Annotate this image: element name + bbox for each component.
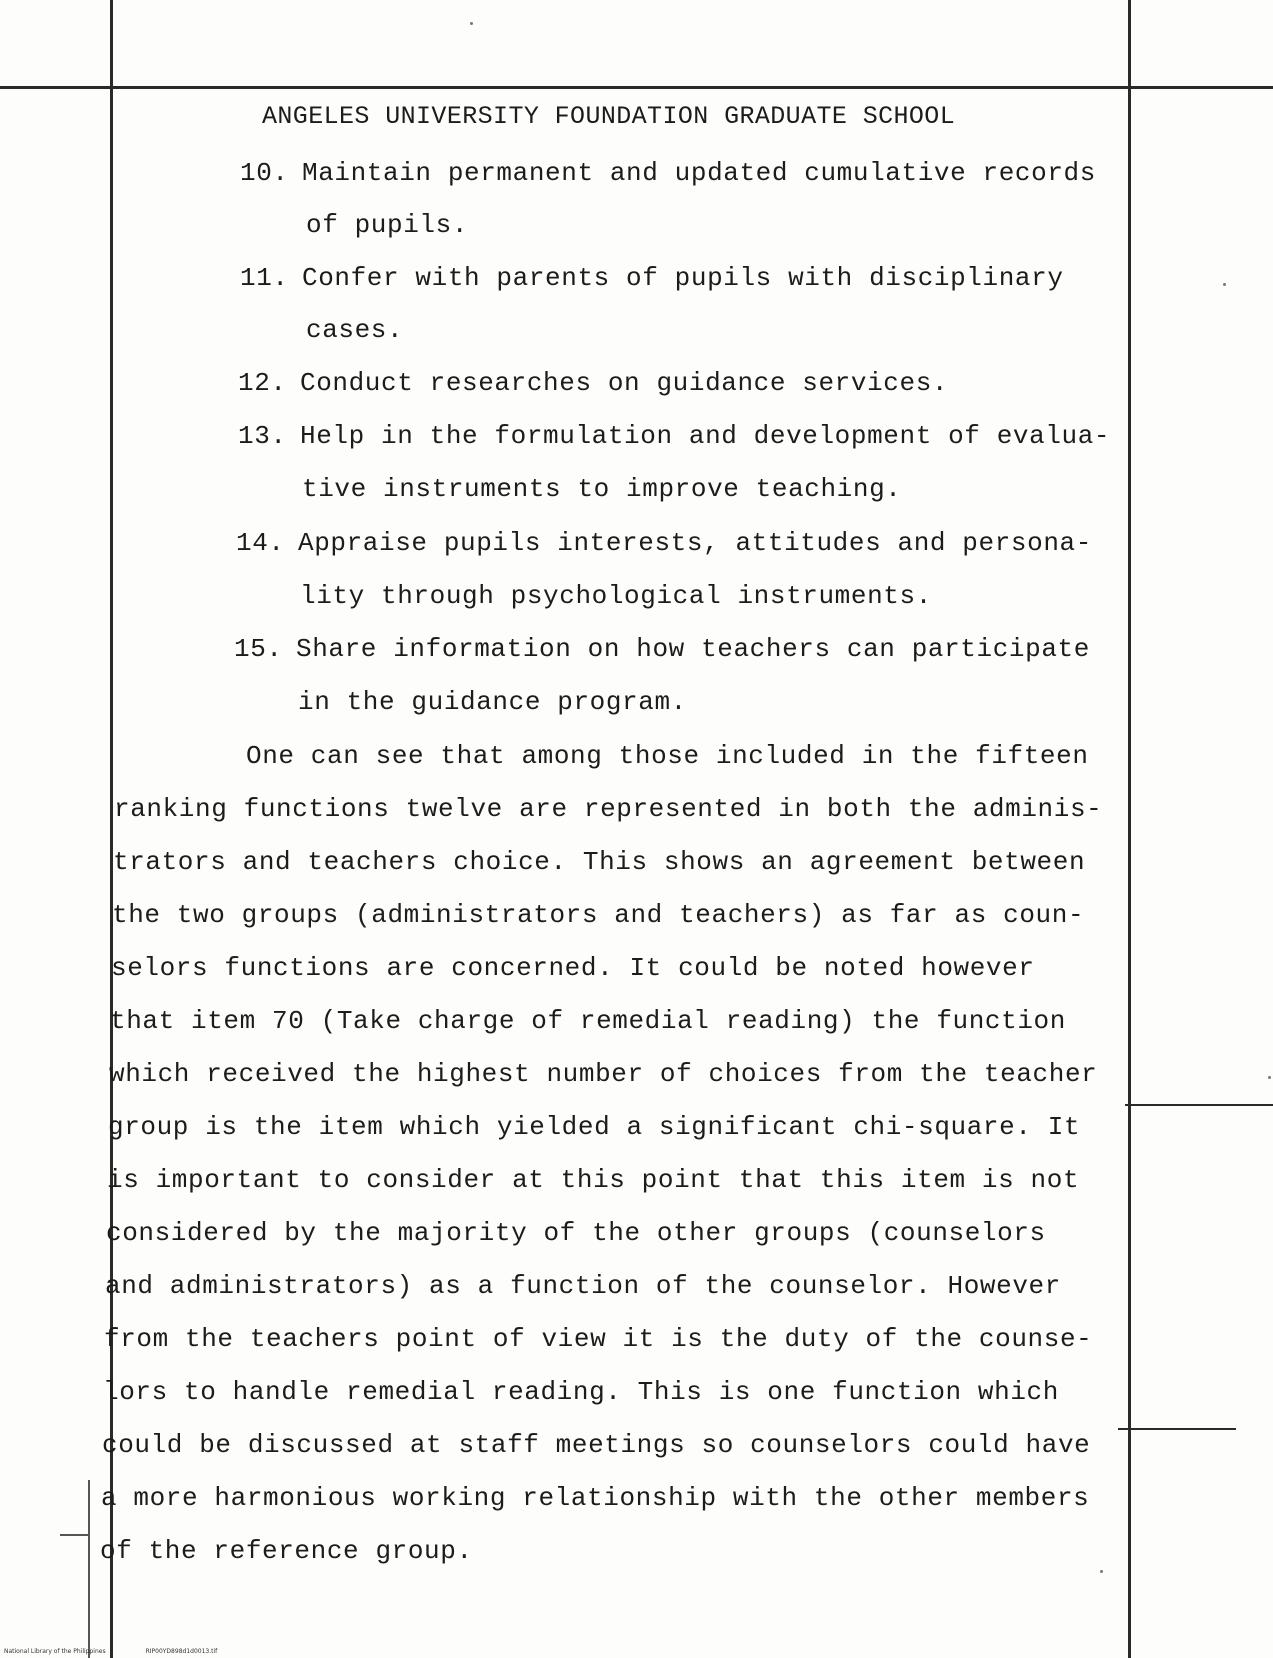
scan-speck (1100, 1570, 1103, 1573)
paragraph-line: that item 70 (Take charge of remedial reading) the function (110, 1006, 1066, 1036)
list-item-continuation: of pupils. (306, 210, 469, 240)
list-item-text: Help in the formulation and development of evalua- (300, 421, 1111, 451)
list-item-text: Appraise pupils interests, attitudes and persona- (298, 528, 1092, 558)
list-item-continuation: lity through psychological instruments. (300, 581, 932, 611)
paragraph-line: could be discussed at staff meetings so counselors could have (102, 1430, 1091, 1460)
list-item-number: 12. Conduct researches on guidance services. (238, 368, 949, 398)
paragraph-line: a more harmonious working relationship with the other members (101, 1483, 1090, 1513)
paragraph-line: group is the item which yielded a significant chi-square. It (108, 1112, 1081, 1142)
top-header-rule (0, 86, 1273, 89)
list-item-text: Conduct researches on guidance services. (300, 368, 949, 398)
scan-speck (1268, 1076, 1271, 1079)
list-item-number: 10. Maintain permanent and updated cumulative records (240, 158, 1096, 188)
right-margin-rule (1128, 0, 1131, 1658)
right-side-mark-a (1125, 1104, 1273, 1106)
list-item-text: Confer with parents of pupils with disciplinary (302, 263, 1064, 293)
left-margin-rule-lower (88, 1480, 90, 1658)
paragraph-line: ranking functions twelve are represented in both the adminis- (114, 794, 1103, 824)
list-item-continuation: cases. (306, 315, 404, 345)
scan-speck (470, 22, 473, 25)
footer-source: National Library of the Philippines (4, 1648, 106, 1655)
paragraph-line: lors to handle remedial reading. This is one function which (103, 1377, 1059, 1407)
paragraph-line: the two groups (administrators and teachers) as far as coun- (112, 900, 1085, 930)
footer-filename: RIP00YD898d1d0013.tif (145, 1648, 218, 1655)
left-margin-rule (110, 0, 113, 1658)
paragraph-line: trators and teachers choice. This shows an agreement between (113, 847, 1086, 877)
list-item-continuation: in the guidance program. (298, 687, 687, 717)
list-item-text: Maintain permanent and updated cumulative records (302, 158, 1096, 188)
paragraph-line: from the teachers point of view it is the duty of the counse- (104, 1324, 1093, 1354)
list-item-number: 13. Help in the formulation and development of evalua- (238, 421, 1111, 451)
paragraph-line: of the reference group. (100, 1536, 473, 1566)
list-item-number: 14. Appraise pupils interests, attitudes and persona- (236, 528, 1092, 558)
list-item-continuation: tive instruments to improve teaching. (302, 474, 902, 504)
paragraph-line: and administrators) as a function of the counselor. However (105, 1271, 1061, 1301)
scan-footer (4, 1648, 217, 1655)
paragraph-line: is important to consider at this point that this item is not (107, 1165, 1080, 1195)
list-item-number: 15. Share information on how teachers can participate (234, 634, 1090, 664)
left-tick-mark (60, 1534, 88, 1536)
scan-speck (1223, 283, 1226, 286)
list-item-text: Share information on how teachers can participate (296, 634, 1090, 664)
paragraph-line: selors functions are concerned. It could be noted however (111, 953, 1035, 983)
right-side-mark-b (1118, 1428, 1236, 1430)
list-item-number: 11. Confer with parents of pupils with disciplinary (240, 263, 1064, 293)
paragraph-line: considered by the majority of the other groups (counselors (106, 1218, 1046, 1248)
paragraph-line: which received the highest number of choices from the teacher (109, 1059, 1098, 1089)
page-header: ANGELES UNIVERSITY FOUNDATION GRADUATE SCHOOL (262, 102, 956, 131)
paragraph-line: One can see that among those included in the fifteen (246, 741, 1089, 771)
